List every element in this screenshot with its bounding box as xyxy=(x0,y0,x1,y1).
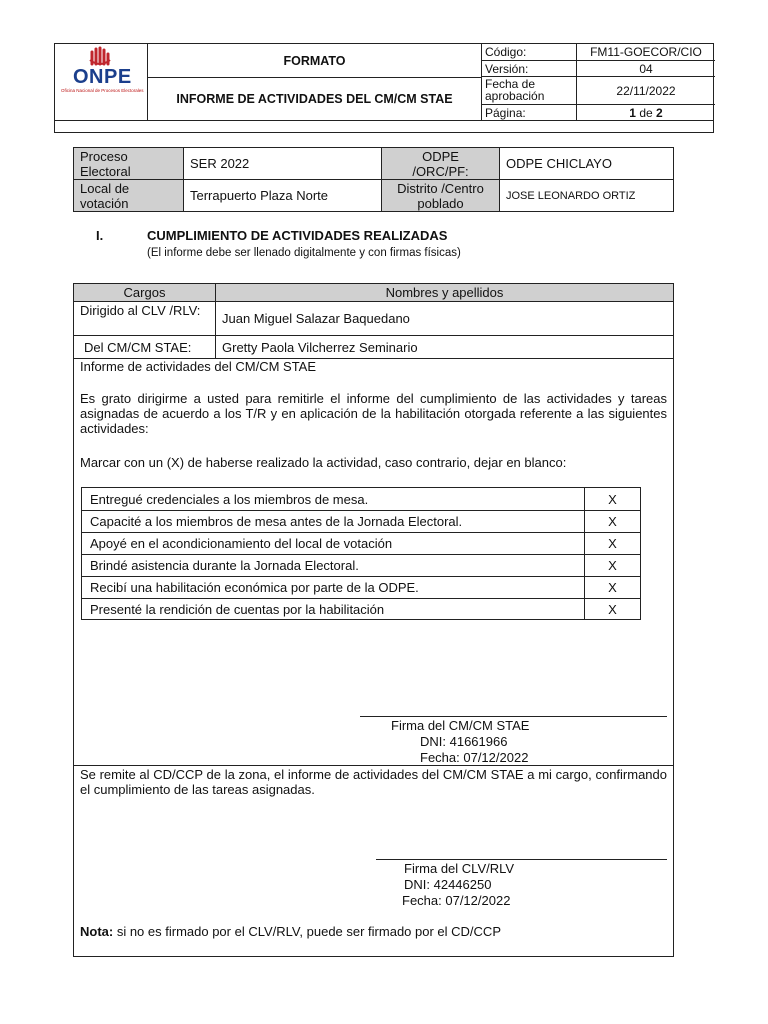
page-separator: de xyxy=(635,105,656,120)
logo-subtitle: Oficina Nacional de Procesos Electorales xyxy=(61,88,144,93)
activity-mark[interactable]: X xyxy=(584,555,640,576)
remit-text: Se remite al CD/CCP de la zona, el informe de actividades del CM/CM STAE a mi cargo, confirmando el cumplimiento de las tareas asignadas. xyxy=(74,765,673,797)
note xyxy=(80,924,667,939)
info-table xyxy=(73,147,674,212)
version-label: Versión: xyxy=(481,60,576,76)
activity-text: Brindé asistencia durante la Jornada Electoral. xyxy=(90,558,359,573)
section-title: CUMPLIMIENTO DE ACTIVIDADES REALIZADAS xyxy=(147,228,448,243)
report-heading: Informe de actividades del CM/CM STAE xyxy=(74,358,673,374)
activity-row xyxy=(82,532,640,554)
format-label: FORMATO xyxy=(147,44,481,77)
cargo-dirigido-label: Dirigido al CLV /RLV: xyxy=(74,301,215,335)
local-value: Terrapuerto Plaza Norte xyxy=(183,179,381,211)
page-current: 1 xyxy=(629,105,636,120)
activity-row xyxy=(82,576,640,598)
cm-signature-label: Firma del CM/CM STAE xyxy=(391,718,530,733)
activity-text: Apoyé en el acondicionamiento del local de votación xyxy=(90,536,393,551)
activity-mark[interactable]: X xyxy=(584,533,640,554)
page-total: 2 xyxy=(656,105,663,120)
code-value: FM11-GOECOR/CIO xyxy=(576,44,715,60)
approval-date-value: 22/11/2022 xyxy=(576,76,715,104)
col-nombres-header: Nombres y apellidos xyxy=(215,284,673,301)
activity-text: Capacité a los miembros de mesa antes de la Jornada Electoral. xyxy=(90,514,463,529)
activity-text: Presenté la rendición de cuentas por la habilitación xyxy=(90,602,385,617)
main-form xyxy=(73,283,674,957)
page-label: Página: xyxy=(481,104,576,120)
activities-table xyxy=(81,487,641,620)
report-title: INFORME DE ACTIVIDADES DEL CM/CM STAE xyxy=(147,77,481,120)
onpe-logo-icon xyxy=(87,46,113,66)
report-instruction: Marcar con un (X) de haberse realizado la actividad, caso contrario, dejar en blanco: xyxy=(80,455,567,470)
cm-signature-dni: DNI: 41661966 xyxy=(420,734,508,749)
odpe-label: ODPE /ORC/PF: xyxy=(381,148,499,179)
clv-signature-line xyxy=(376,859,667,860)
col-cargos-header: Cargos xyxy=(74,284,215,301)
activity-mark[interactable]: X xyxy=(584,511,640,532)
document-header xyxy=(54,43,714,133)
activity-row xyxy=(82,510,640,532)
odpe-value: ODPE CHICLAYO xyxy=(499,148,673,179)
activity-row xyxy=(82,598,640,620)
clv-signature-date: Fecha: 07/12/2022 xyxy=(402,893,511,908)
activity-text: Recibí una habilitación económica por parte de la ODPE. xyxy=(90,580,419,595)
activity-row xyxy=(82,554,640,576)
note-label: Nota: xyxy=(80,924,114,939)
cargo-del-label: Del CM/CM STAE: xyxy=(74,335,215,358)
header-empty-row xyxy=(55,120,713,133)
cm-signature-date: Fecha: 07/12/2022 xyxy=(420,750,529,765)
cargo-dirigido-name: Juan Miguel Salazar Baquedano xyxy=(215,301,673,335)
activity-text: Entregué credenciales a los miembros de mesa. xyxy=(90,491,369,507)
cargo-del-name: Gretty Paola Vilcherrez Seminario xyxy=(215,335,673,358)
note-text: si no es firmado por el CLV/RLV, puede ser firmado por el CD/CCP xyxy=(113,924,501,939)
code-label: Código: xyxy=(481,44,576,60)
distrito-value: JOSE LEONARDO ORTIZ xyxy=(499,179,673,211)
proceso-label: Proceso Electoral xyxy=(74,148,183,179)
local-label: Local de votación xyxy=(74,179,183,211)
logo-cell xyxy=(55,44,147,120)
section-number: I. xyxy=(96,228,104,243)
activity-mark[interactable]: X xyxy=(584,577,640,598)
report-intro: Es grato dirigirme a usted para remitirle el informe del cumplimiento de las actividades y tareas asignadas de acuerdo a los T/R y en aplicación de la habilitación otorgada referente a las siguientes actividades: xyxy=(80,391,667,436)
section-subtitle: (El informe debe ser llenado digitalmente y con firmas físicas) xyxy=(147,247,461,259)
cm-signature-line xyxy=(360,716,667,717)
clv-signature-dni: DNI: 42446250 xyxy=(404,877,492,892)
proceso-value: SER 2022 xyxy=(183,148,381,179)
approval-date-label: Fecha de aprobación xyxy=(481,76,576,104)
page-value xyxy=(576,104,715,120)
clv-signature-label: Firma del CLV/RLV xyxy=(404,861,515,876)
version-value: 04 xyxy=(576,60,715,76)
activity-row xyxy=(82,488,640,510)
activity-mark[interactable]: X xyxy=(584,488,640,510)
logo-text: ONPE xyxy=(73,66,132,88)
distrito-label: Distrito /Centro poblado xyxy=(381,179,499,211)
activity-mark[interactable]: X xyxy=(584,599,640,620)
